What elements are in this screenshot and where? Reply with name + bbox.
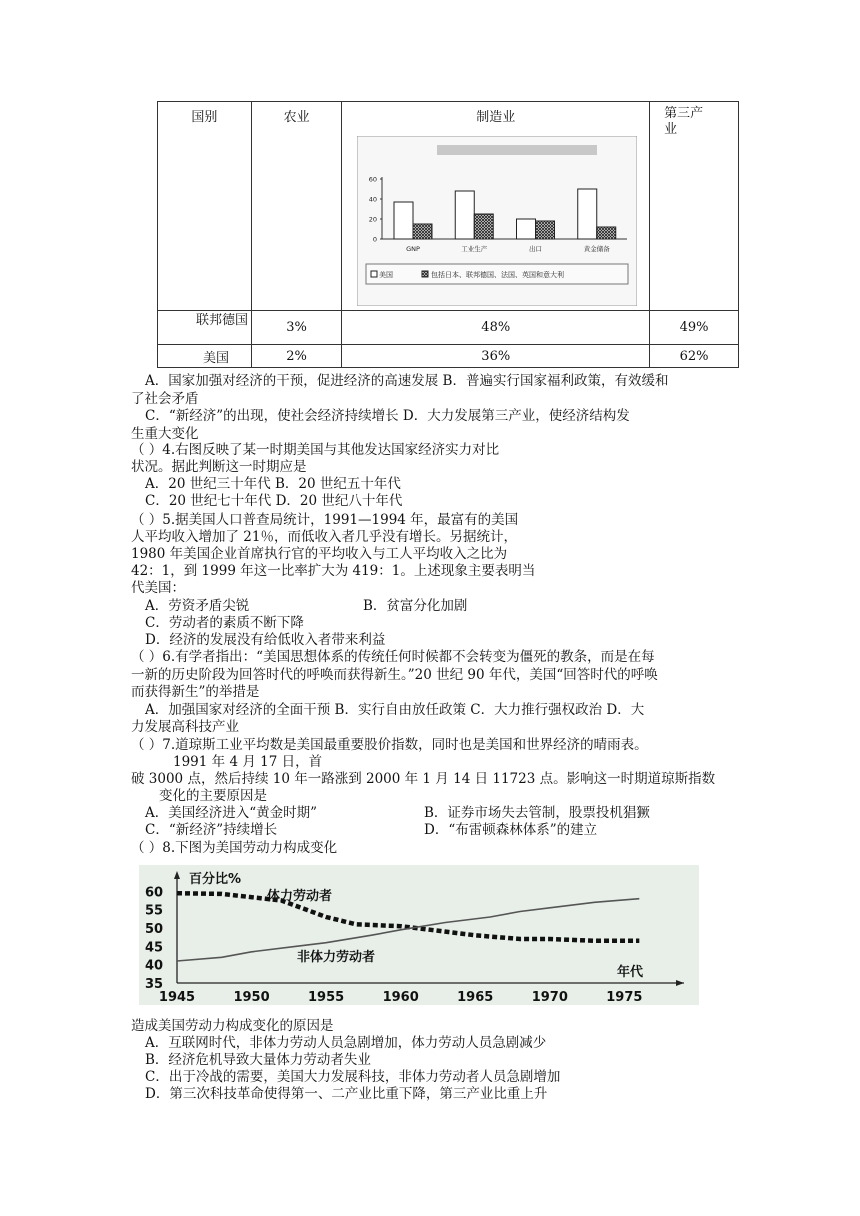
bar-others: [597, 227, 616, 239]
x-tick-label: 1955: [308, 990, 345, 1005]
x-tick-label: 1945: [158, 990, 196, 1005]
header-tertiary: 第三产业: [650, 102, 739, 311]
cell-agriculture: 3%: [251, 311, 341, 345]
q5-option-d: D．经济的发展没有给低收入者带来利益: [145, 632, 386, 648]
table-row: [158, 345, 739, 368]
q4-options-cd: C．20 世纪七十年代 D．20 世纪八十年代: [145, 493, 403, 509]
cell-manufacturing: 48%: [342, 311, 650, 345]
q8-option-d: D．第三次科技革命使得第一、二产业比重下降，第三产业比重上升: [145, 1086, 548, 1102]
q5-stem-3: 1980 年美国企业首席执行官的平均收入与工人平均收入之比为: [131, 546, 508, 562]
bar-usa: [456, 191, 475, 239]
bar-usa: [517, 219, 536, 239]
y-axis-title: 百分比%: [189, 872, 242, 887]
q3-option-cd: C．“新经济”的出现，使社会经济持续增长 D．大力发展第三产业，使经济结构发: [145, 408, 630, 424]
q3-option-ab: A．国家加强对经济的干预，促进经济的高速发展 B．普遍实行国家福利政策，有效缓和: [145, 373, 669, 389]
q3-option-d-cont: 生重大变化: [131, 426, 199, 442]
q4-options-ab: A．20 世纪三十年代 B．20 世纪五十年代: [145, 476, 401, 492]
q5-stem-4: 42：1，到 1999 年这一比率扩大为 419：1。上述现象主要表明当: [131, 563, 536, 579]
x-tick-label: 1970: [531, 990, 568, 1005]
bar-usa: [578, 189, 597, 239]
q8-stem: （ ）8.下图为美国劳动力构成变化: [131, 840, 338, 856]
y-tick-label: 55: [145, 903, 164, 919]
series-label-nonmanual: 非体力劳动者: [297, 950, 376, 965]
economic-strength-chart: [357, 136, 637, 306]
q5-stem-5: 代美国：: [131, 580, 185, 596]
bar-usa: [394, 202, 413, 239]
y-tick-label: 60: [145, 885, 164, 901]
q5-option-b: B．贫富分化加剧: [363, 598, 468, 614]
legend-swatch-others: [422, 271, 428, 277]
table-row: [158, 311, 739, 345]
q3-option-b-cont: 了社会矛盾: [131, 391, 199, 407]
x-axis-title: 年代: [617, 965, 644, 980]
y-tick-label: 40: [369, 195, 378, 204]
cell-manufacturing: 36%: [342, 345, 650, 368]
cell-tertiary: 49%: [650, 311, 739, 345]
q8-option-a: A．互联网时代，非体力劳动人员急剧增加，体力劳动人员急剧减少: [145, 1035, 547, 1051]
header-country: 国别: [158, 102, 252, 311]
q6-options: A．加强国家对经济的全面干预 B．实行自由放任政策 C．大力推行强权政治 D．大: [145, 702, 645, 718]
y-tick-label: 20: [369, 215, 378, 224]
bar-others: [536, 221, 555, 239]
y-tick-label: 35: [145, 977, 164, 992]
series-label-manual: 体力劳动者: [267, 889, 333, 904]
bar-chart-svg: [357, 136, 637, 306]
q8-option-c: C．出于冷战的需要，美国大力发展科技，非体力劳动者人员急剧增加: [145, 1069, 561, 1085]
q7-option-d: D．“布雷顿森林体系”的建立: [424, 822, 598, 838]
q6-stem: （ ）6.有学者指出：“美国思想体系的传统任何时候都不会转变为僵死的教条，而是在每: [131, 649, 655, 665]
q7-stem-3: 破 3000 点，然后持续 10 年一路涨到 2000 年 1 月 14 日 11723 点。影响这一时期道琼斯指数: [131, 771, 716, 787]
category-label: 黄金储备: [584, 245, 611, 253]
q5-stem-2: 人平均收入增加了 21％，而低收入者几乎没有增长。另据统计，: [131, 529, 517, 545]
legend-swatch-usa: [371, 271, 377, 277]
cell-country: 美国: [158, 345, 252, 368]
q6-stem-2: 一新的历史阶段为回答时代的呼唤而获得新生。”20 世纪 90 年代，美国“回答时代的呼唤: [131, 667, 658, 683]
q7-option-b: B．证券市场失去管制，股票投机猖獗: [424, 805, 650, 821]
x-tick-label: 1950: [233, 990, 270, 1005]
labor-chart-svg: [139, 865, 699, 1005]
category-label: 出口: [529, 245, 543, 253]
cell-agriculture: 2%: [251, 345, 341, 368]
y-tick-label: 40: [145, 958, 164, 974]
q8-option-b: B．经济危机导致大量体力劳动者失业: [145, 1052, 371, 1068]
q7-stem: （ ）7.道琼斯工业平均数是美国最重要股价指数，同时也是美国和世界经济的晴雨表。: [131, 737, 648, 753]
q7-option-a: A．美国经济进入“黄金时期”: [145, 805, 318, 821]
labor-force-chart: [139, 865, 699, 1005]
bar-others: [413, 224, 432, 239]
y-tick-label: 0: [373, 235, 378, 244]
y-tick-label: 50: [145, 922, 164, 937]
q5-option-a: A．劳资矛盾尖锐: [145, 598, 250, 614]
category-label: GNP: [406, 245, 421, 253]
y-tick-label: 60: [369, 175, 378, 184]
q7-option-c: C．“新经济”持续增长: [145, 822, 278, 838]
q5-option-c: C．劳动者的素质不断下降: [145, 615, 304, 631]
cell-country: 联邦德国: [158, 311, 252, 345]
q7-stem-2: 1991 年 4 月 17 日，首: [173, 754, 323, 770]
header-agriculture: 农业: [251, 102, 341, 311]
legend-label-usa: 美国: [379, 271, 394, 279]
q5-stem: （ ）5.据美国人口普查局统计，1991—1994 年，最富有的美国: [131, 512, 519, 528]
q7-stem-4: 变化的主要原因是: [159, 788, 267, 804]
q8-cause: 造成美国劳动力构成变化的原因是: [131, 1018, 334, 1034]
q4-stem: （ ）4.右图反映了某一时期美国与其他发达国家经济实力对比: [131, 442, 500, 458]
legend-label-others: 包括日本、联邦德国、法国、英国和意大利: [431, 271, 565, 279]
industry-structure-table: [157, 101, 739, 368]
x-tick-label: 1960: [382, 990, 419, 1005]
bar-others: [475, 214, 494, 239]
cell-tertiary: 62%: [650, 345, 739, 368]
header-manufacturing: 制造业 0 20 40 60 GNP 工业生产 出口 黄金储备 美国 包括日本、联邦德国、法国、英国和意大利: [342, 102, 650, 311]
q4-stem-cont: 状况。据此判断这一时期应是: [131, 459, 307, 475]
q6-option-d-cont: 力发展高科技产业: [131, 719, 239, 735]
q6-stem-3: 而获得新生”的举措是: [131, 684, 260, 700]
category-label: 工业生产: [461, 245, 488, 253]
y-tick-label: 45: [145, 940, 164, 956]
x-tick-label: 1975: [606, 990, 643, 1005]
x-tick-label: 1965: [457, 990, 494, 1005]
